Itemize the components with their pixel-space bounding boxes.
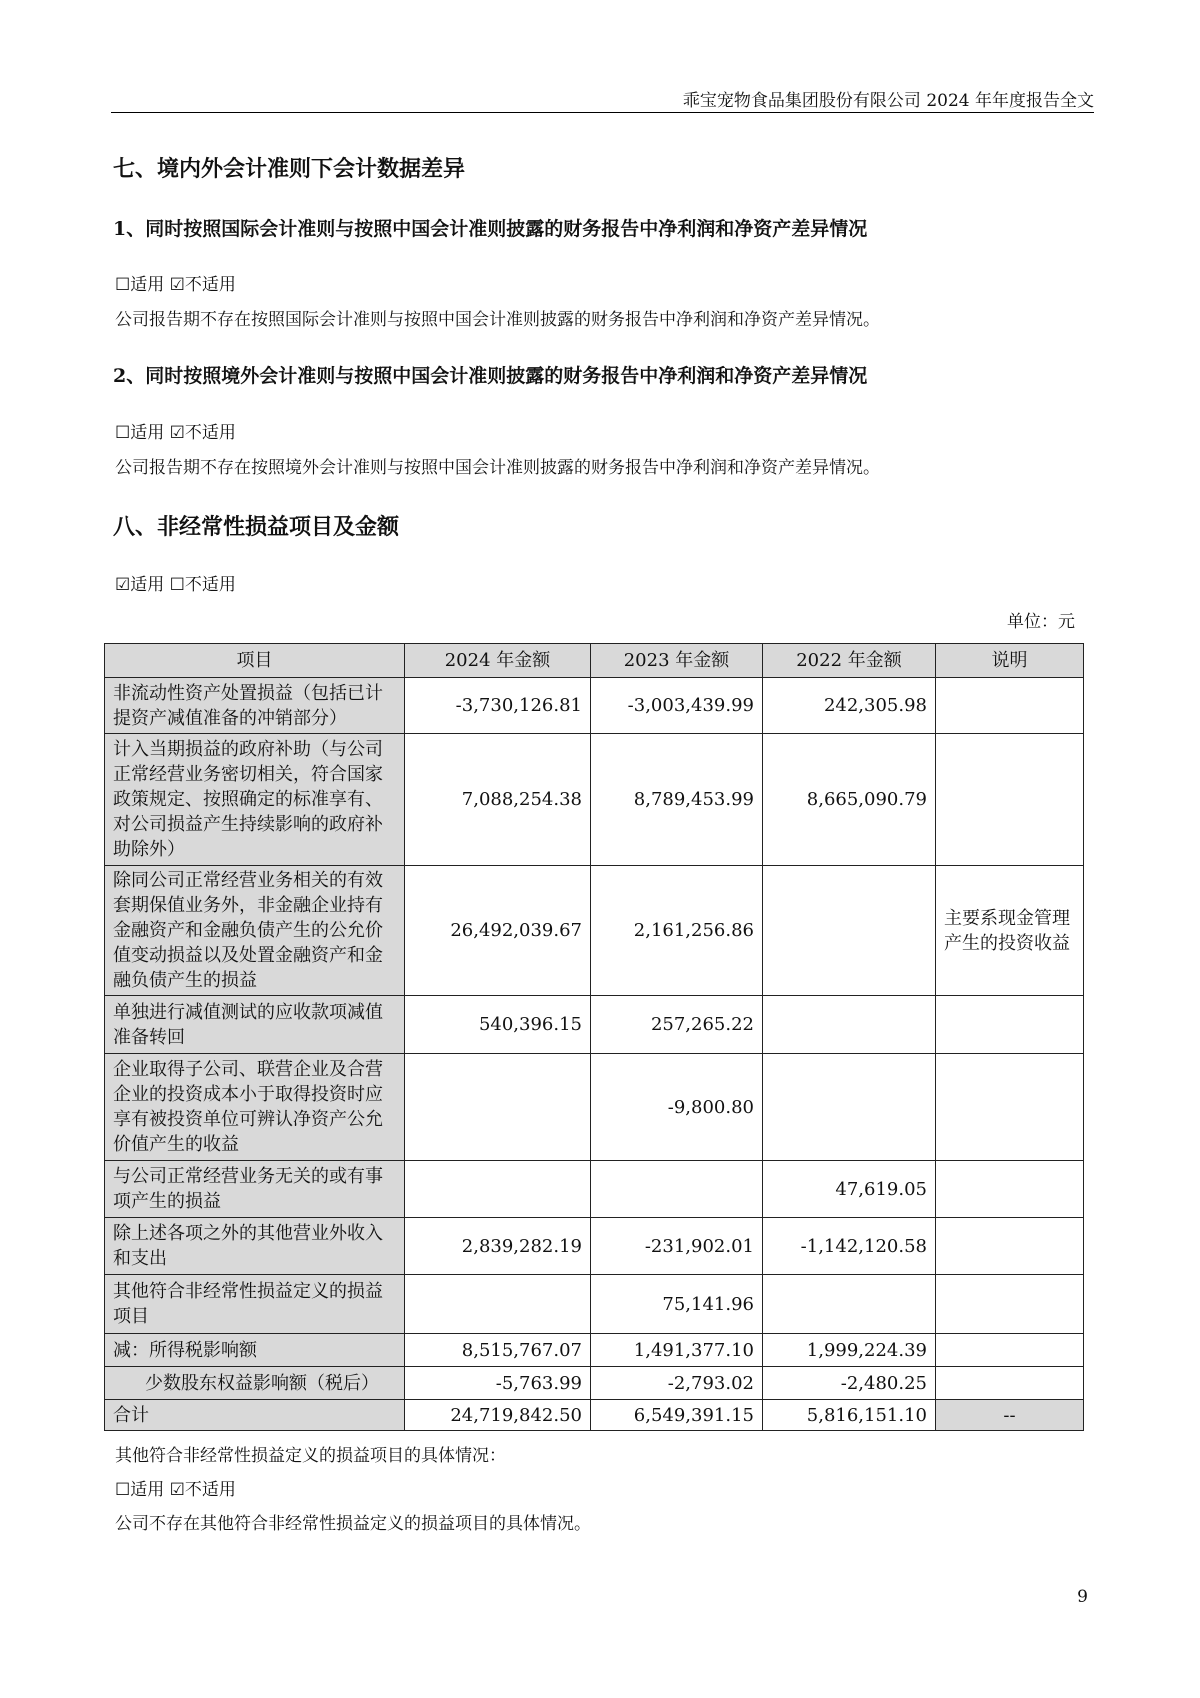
amount-2023-cell <box>591 1161 763 1218</box>
table-header-row <box>105 644 1084 678</box>
amount-2022-cell: -1,142,120.58 <box>763 1218 936 1275</box>
unit-label: 单位：元 <box>1007 612 1075 632</box>
column-header: 说明 <box>936 644 1084 678</box>
column-header: 2024 年金额 <box>405 644 591 678</box>
amount-2022-cell: 8,665,090.79 <box>763 734 936 866</box>
table-row <box>105 1334 1084 1367</box>
amount-2023-cell: 257,265.22 <box>591 996 763 1054</box>
amount-2023-cell: 1,491,377.10 <box>591 1334 763 1367</box>
item-cell: 少数股东权益影响额（税后） <box>105 1367 405 1400</box>
column-header: 2022 年金额 <box>763 644 936 678</box>
amount-2023-cell: 2,161,256.86 <box>591 866 763 996</box>
table-row <box>105 1275 1084 1334</box>
amount-2023-cell: -3,003,439.99 <box>591 678 763 734</box>
amount-2024-cell: 26,492,039.67 <box>405 866 591 996</box>
table-row <box>105 1367 1084 1400</box>
section-7-1-applicability: ☐适用 ☑不适用 <box>115 275 236 295</box>
section-7-2-title: 2、同时按照境外会计准则与按照中国会计准则披露的财务报告中净利润和净资产差异情况 <box>113 365 868 387</box>
amount-2022-cell <box>763 866 936 996</box>
amount-2024-cell <box>405 1054 591 1161</box>
amount-2024-cell: 24,719,842.50 <box>405 1400 591 1431</box>
note-cell <box>936 1218 1084 1275</box>
amount-2022-cell: 1,999,224.39 <box>763 1334 936 1367</box>
amount-2023-cell: -2,793.02 <box>591 1367 763 1400</box>
table-row <box>105 1161 1084 1218</box>
item-cell: 其他符合非经常性损益定义的损益项目 <box>105 1275 405 1334</box>
table-row <box>105 996 1084 1054</box>
table-row <box>105 734 1084 866</box>
table-row <box>105 866 1084 996</box>
amount-2022-cell: -2,480.25 <box>763 1367 936 1400</box>
item-cell: 除同公司正常经营业务相关的有效套期保值业务外，非金融企业持有金融资产和金融负债产生的公允价值变动损益以及处置金融资产和金融负债产生的损益 <box>105 866 405 996</box>
amount-2024-cell <box>405 1161 591 1218</box>
item-cell: 与公司正常经营业务无关的或有事项产生的损益 <box>105 1161 405 1218</box>
note-cell <box>936 1334 1084 1367</box>
item-cell: 企业取得子公司、联营企业及合营企业的投资成本小于取得投资时应享有被投资单位可辨认净资产公允价值产生的收益 <box>105 1054 405 1161</box>
amount-2023-cell: 8,789,453.99 <box>591 734 763 866</box>
amount-2023-cell: -231,902.01 <box>591 1218 763 1275</box>
note-cell <box>936 1367 1084 1400</box>
non-recurring-gains-table <box>104 643 1084 1431</box>
amount-2024-cell: 8,515,767.07 <box>405 1334 591 1367</box>
item-cell: 合计 <box>105 1400 405 1431</box>
note-cell <box>936 1161 1084 1218</box>
other-items-title: 其他符合非经常性损益定义的损益项目的具体情况： <box>115 1446 506 1466</box>
amount-2022-cell: 5,816,151.10 <box>763 1400 936 1431</box>
table-row <box>105 1218 1084 1275</box>
item-cell: 减：所得税影响额 <box>105 1334 405 1367</box>
note-cell <box>936 678 1084 734</box>
header-divider <box>111 112 1094 113</box>
table-row <box>105 1400 1084 1431</box>
amount-2023-cell: -9,800.80 <box>591 1054 763 1161</box>
amount-2024-cell: 7,088,254.38 <box>405 734 591 866</box>
section-7-1-text: 公司报告期不存在按照国际会计准则与按照中国会计准则披露的财务报告中净利润和净资产差异情况。 <box>115 310 880 330</box>
amount-2023-cell: 75,141.96 <box>591 1275 763 1334</box>
section-7-1-title: 1、同时按照国际会计准则与按照中国会计准则披露的财务报告中净利润和净资产差异情况 <box>113 218 868 240</box>
section-7-2-text: 公司报告期不存在按照境外会计准则与按照中国会计准则披露的财务报告中净利润和净资产差异情况。 <box>115 458 880 478</box>
item-cell: 计入当期损益的政府补助（与公司正常经营业务密切相关，符合国家政策规定、按照确定的标准享有、对公司损益产生持续影响的政府补助除外） <box>105 734 405 866</box>
amount-2022-cell: 47,619.05 <box>763 1161 936 1218</box>
amount-2022-cell <box>763 996 936 1054</box>
item-cell: 非流动性资产处置损益（包括已计提资产减值准备的冲销部分） <box>105 678 405 734</box>
item-cell: 除上述各项之外的其他营业外收入和支出 <box>105 1218 405 1275</box>
amount-2023-cell: 6,549,391.15 <box>591 1400 763 1431</box>
section-8-applicability: ☑适用 ☐不适用 <box>115 575 236 595</box>
note-cell <box>936 996 1084 1054</box>
amount-2024-cell: 2,839,282.19 <box>405 1218 591 1275</box>
note-cell <box>936 734 1084 866</box>
note-cell: -- <box>936 1400 1084 1431</box>
column-header: 项目 <box>105 644 405 678</box>
other-items-applicability: ☐适用 ☑不适用 <box>115 1480 236 1500</box>
amount-2022-cell: 242,305.98 <box>763 678 936 734</box>
table-row <box>105 1054 1084 1161</box>
section-7-title: 七、境内外会计准则下会计数据差异 <box>113 156 466 182</box>
amount-2024-cell: 540,396.15 <box>405 996 591 1054</box>
note-cell: 主要系现金管理产生的投资收益 <box>936 866 1084 996</box>
page-number: 9 <box>1077 1587 1088 1607</box>
amount-2024-cell <box>405 1275 591 1334</box>
item-cell: 单独进行减值测试的应收款项减值准备转回 <box>105 996 405 1054</box>
amount-2024-cell: -3,730,126.81 <box>405 678 591 734</box>
column-header: 2023 年金额 <box>591 644 763 678</box>
note-cell <box>936 1054 1084 1161</box>
table-row <box>105 678 1084 734</box>
report-header: 乖宝宠物食品集团股份有限公司 2024 年年度报告全文 <box>682 91 1094 111</box>
section-7-2-applicability: ☐适用 ☑不适用 <box>115 423 236 443</box>
amount-2024-cell: -5,763.99 <box>405 1367 591 1400</box>
amount-2022-cell <box>763 1054 936 1161</box>
section-8-title: 八、非经常性损益项目及金额 <box>113 514 400 540</box>
amount-2022-cell <box>763 1275 936 1334</box>
other-items-text: 公司不存在其他符合非经常性损益定义的损益项目的具体情况。 <box>115 1514 591 1534</box>
note-cell <box>936 1275 1084 1334</box>
